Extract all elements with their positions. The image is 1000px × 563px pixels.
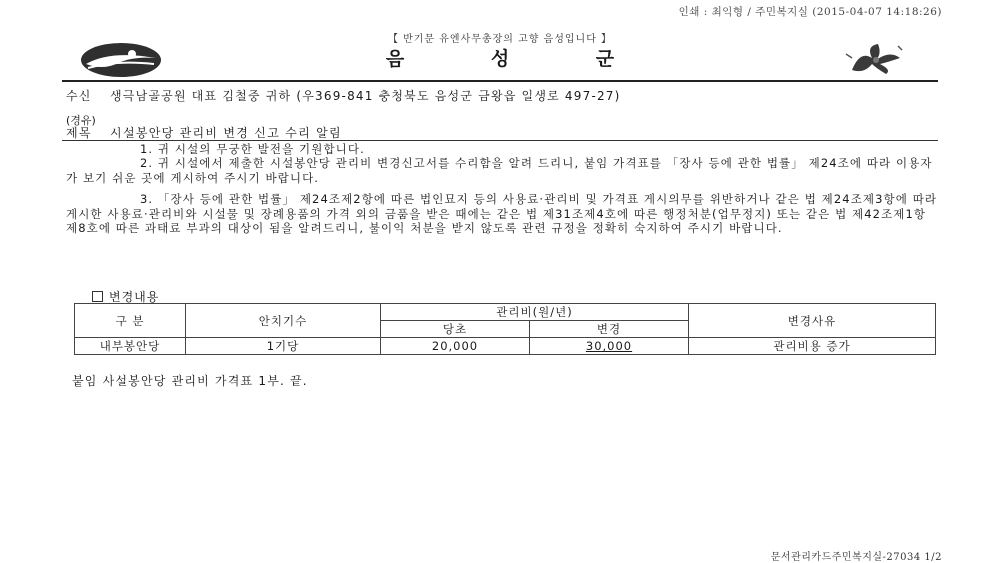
header-fee: 관리비(원/년) bbox=[381, 304, 689, 321]
cell-before: 20,000 bbox=[381, 338, 530, 355]
header-after: 변경 bbox=[530, 321, 689, 338]
org-title: 음 성 군 bbox=[385, 48, 655, 70]
section-title: 변경내용 bbox=[109, 290, 160, 304]
footer-doc-id: 문서관리카드주민복지실-27034 1/2 bbox=[770, 552, 942, 563]
subject-label: 제목 bbox=[66, 126, 92, 140]
cell-reason: 관리비용 증가 bbox=[689, 338, 936, 355]
cell-category: 내부봉안당 bbox=[75, 338, 186, 355]
header-category: 구 분 bbox=[75, 304, 186, 338]
flower-emblem-icon bbox=[842, 40, 910, 76]
recipient-value: 생극남골공원 대표 김철중 귀하 (우369-841 충청북도 음성군 금왕읍 일생로 497-27) bbox=[110, 89, 621, 103]
print-info: 인쇄 : 최익형 / 주민복지실 (2015-04-07 14:18:26) bbox=[678, 6, 942, 18]
paragraph-1: 1. 귀 시설의 무궁한 발전을 기원합니다. bbox=[140, 142, 365, 156]
table-row bbox=[75, 338, 936, 355]
header-units: 안치기수 bbox=[186, 304, 381, 338]
attachment-line: 붙임 사설봉안당 관리비 가격표 1부. 끝. bbox=[72, 374, 308, 388]
slogan: 【 반기문 유엔사무총장의 고향 음성입니다 】 bbox=[387, 34, 613, 45]
paragraph-3: 3. 「장사 등에 관한 법률」 제24조제2항에 따른 법인묘지 등의 사용료·관리비 및 가격표 게시의무를 위반하거나 같은 법 제24조제3항에 따라 게시한 사용료·관리비와 시설물 및 장례용품의 가격 외의 금품을 받은 때에는 같은 법 제31조제4호에 따른 행정처분(업무정지) 또는 같은 법 제42조제1항제8호에 따른 과태료 부과의 대상이 됨을 알려드리니, 불이익 처분을 받지 않도록 관련 규정을 정확히 숙지하여 주시기 바랍니다. bbox=[66, 192, 938, 235]
table-header-row bbox=[75, 304, 936, 321]
title-divider bbox=[62, 80, 938, 82]
via-line: (경유) bbox=[66, 114, 96, 127]
recipient-line bbox=[66, 89, 936, 103]
recipient-label: 수신 bbox=[66, 89, 92, 103]
subject-line bbox=[66, 124, 342, 141]
subject-divider bbox=[62, 140, 938, 141]
cell-units: 1기당 bbox=[186, 338, 381, 355]
header-reason: 변경사유 bbox=[689, 304, 936, 338]
subject-value: 시설봉안당 관리비 변경 신고 수리 알림 bbox=[110, 126, 342, 140]
changes-table bbox=[74, 303, 936, 355]
cell-after: 30,000 bbox=[530, 338, 689, 355]
paragraph-2: 2. 귀 시설에서 제출한 시설봉안당 관리비 변경신고서를 수리함을 알려 드리니, 붙임 가격표를 「장사 등에 관한 법률」 제24조에 따라 이용자가 보기 쉬운 곳에 게시하여 주시기 바랍니다. bbox=[66, 156, 933, 185]
checkbox-square-icon bbox=[92, 291, 103, 302]
header-before: 당초 bbox=[381, 321, 530, 338]
